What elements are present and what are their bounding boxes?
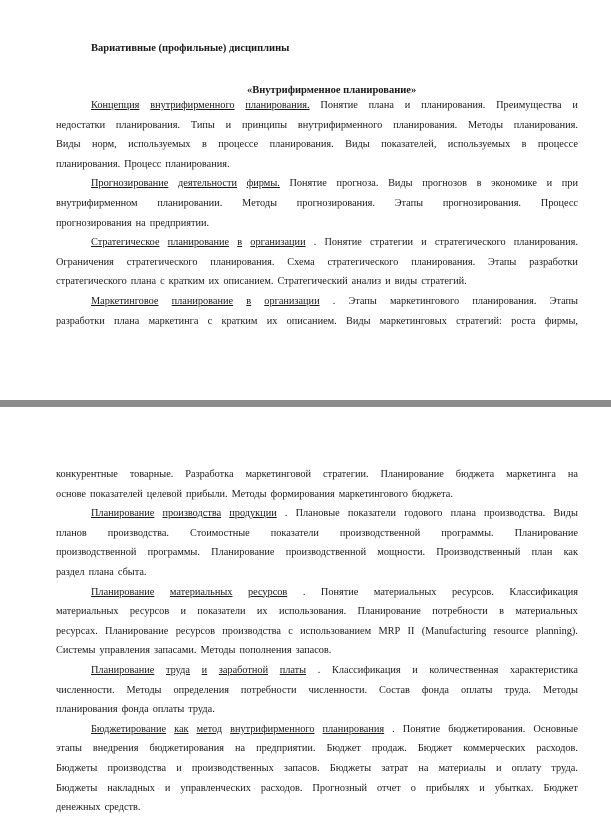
body-word: годового xyxy=(404,508,443,520)
body-word: и xyxy=(421,237,427,249)
body-word: раздел xyxy=(56,566,85,578)
body-word: планирования. xyxy=(472,295,537,307)
body-word: численности. xyxy=(56,684,115,696)
body-word: при xyxy=(561,178,578,190)
body-word: программы. xyxy=(147,547,200,559)
body-word: Бюджет xyxy=(543,782,578,794)
body-word: планирования. xyxy=(411,256,476,268)
body-word: показатели xyxy=(197,606,246,618)
body-word: . xyxy=(302,586,306,598)
body-word: . xyxy=(332,295,336,307)
topic-heading-word: Прогнозирование xyxy=(91,178,169,190)
body-word: Планирование xyxy=(514,527,578,539)
text-line xyxy=(56,543,578,563)
body-word: Плановые xyxy=(295,508,340,520)
body-word: Бюджеты xyxy=(56,762,98,774)
body-word: потребности xyxy=(432,606,488,618)
body-word: плана xyxy=(130,276,157,288)
topic-heading-word: Концепция xyxy=(91,100,140,111)
body-word: Стратегический xyxy=(277,276,348,288)
body-word: бюджета. xyxy=(411,488,453,500)
body-word: маркетинга xyxy=(506,469,556,480)
body-word: II xyxy=(407,625,415,637)
body-word: роста xyxy=(511,315,536,327)
section-heading: Вариативные (профильные) дисциплины xyxy=(91,43,290,54)
body-word: пополнения xyxy=(239,645,292,657)
body-word: основе xyxy=(56,488,87,500)
body-word: Этапы xyxy=(348,295,377,307)
text-line xyxy=(56,96,578,116)
body-word: Методы xyxy=(231,488,267,500)
body-word: планирования. xyxy=(393,119,458,131)
body-word: стратегий: xyxy=(456,315,502,327)
body-word: производственной xyxy=(339,527,421,539)
body-word: и xyxy=(572,100,578,111)
body-word: описанием. xyxy=(223,276,274,288)
body-word: на xyxy=(567,469,578,480)
text-line xyxy=(56,681,578,701)
text-line xyxy=(56,233,578,253)
topic-heading-word: и xyxy=(201,664,208,676)
body-word: в xyxy=(201,139,207,151)
body-word: внутрифирменного xyxy=(297,119,383,131)
body-word: Виды xyxy=(388,178,413,190)
body-word: стратегии. xyxy=(323,469,369,480)
body-word: Бюджет xyxy=(417,743,453,755)
body-word: расходов. xyxy=(260,782,303,794)
body-word: и xyxy=(225,119,232,131)
body-word: этапы xyxy=(56,743,82,755)
body-word: используемых xyxy=(447,139,511,151)
body-word: Методы xyxy=(542,684,578,696)
body-word: их xyxy=(266,315,278,327)
text-line xyxy=(56,214,578,234)
body-word: фирмы, xyxy=(544,315,578,327)
text-line xyxy=(56,116,578,136)
text-line xyxy=(56,739,578,759)
body-word: Процесс xyxy=(540,197,578,209)
text-line xyxy=(56,759,578,779)
body-word: плана xyxy=(88,566,114,578)
topic-heading-word: планирования. xyxy=(245,100,310,111)
body-word: и xyxy=(176,762,182,774)
body-word: денежных xyxy=(56,802,101,814)
text-line xyxy=(56,700,578,720)
body-word: прогноза. xyxy=(336,178,379,190)
body-word: разработки xyxy=(529,256,578,268)
body-word: о xyxy=(410,782,416,794)
body-word: продаж. xyxy=(371,743,407,755)
body-word: материальных xyxy=(56,606,119,618)
body-word: Методы xyxy=(126,684,162,696)
body-word: запасов. xyxy=(295,645,332,657)
body-word: ресурсов xyxy=(129,606,170,618)
body-word: . xyxy=(313,237,317,249)
body-word: предприятии. xyxy=(256,743,316,755)
body-word: маркетингового xyxy=(389,295,460,307)
topic-heading-word: в xyxy=(246,295,252,307)
body-word: плана xyxy=(368,100,394,111)
topic-heading-word: деятельности xyxy=(178,178,237,190)
body-word: виды xyxy=(394,276,418,288)
body-word: запасов. xyxy=(283,762,320,774)
body-word: товарные. xyxy=(129,469,174,480)
topic-heading-word: продукции xyxy=(229,508,277,520)
body-word: Типы xyxy=(190,119,215,131)
body-word: Виды xyxy=(345,139,370,151)
body-word: Понятие xyxy=(402,723,441,735)
topic-heading-word: ресурсов xyxy=(247,586,288,598)
body-word: количественная xyxy=(429,664,499,676)
body-word: производственной xyxy=(285,547,367,559)
body-word: производственных xyxy=(191,762,274,774)
body-word: конкурентные xyxy=(56,469,118,480)
body-word: Этапы xyxy=(549,295,578,307)
body-word: Виды xyxy=(346,315,371,327)
body-word: Прогнозный xyxy=(312,782,368,794)
body-word: планирования. xyxy=(165,158,230,170)
body-word: запасами. xyxy=(154,645,197,657)
body-word: Виды xyxy=(553,508,578,520)
topic-heading-word: Маркетинговое xyxy=(91,295,159,307)
body-word: материальных xyxy=(373,586,437,598)
body-word: внедрения xyxy=(92,743,139,755)
body-word: бюджетирования. xyxy=(448,723,526,735)
text-line xyxy=(56,485,578,505)
topic-heading-word: платы xyxy=(279,664,307,676)
body-word: Методы xyxy=(200,645,236,657)
body-word: планирования. xyxy=(513,119,578,131)
body-word: и xyxy=(412,664,418,676)
topic-heading-word: планирование xyxy=(171,295,234,307)
body-word: принципы xyxy=(241,119,288,131)
body-word: бюджетирования xyxy=(149,743,225,755)
body-word: показатели xyxy=(347,508,397,520)
body-word: отчет xyxy=(377,782,401,794)
body-word: и xyxy=(546,178,553,190)
body-word: производства xyxy=(107,762,167,774)
body-word: Основные xyxy=(533,723,578,735)
topic-heading-word: внутрифирменного xyxy=(150,100,235,111)
body-word: Планирование xyxy=(211,547,275,559)
body-word: Понятие xyxy=(320,586,359,598)
body-word: показатели xyxy=(270,527,319,539)
body-word: Методы xyxy=(242,197,278,209)
text-line xyxy=(56,194,578,214)
body-word: и xyxy=(180,606,187,618)
body-word: коммерческих xyxy=(463,743,526,755)
text-line xyxy=(56,272,578,292)
body-word: стратегического xyxy=(126,256,198,268)
body-word: стратегического xyxy=(434,237,506,249)
text-line xyxy=(56,641,578,661)
body-word: с xyxy=(160,276,165,288)
topic-heading-word: Планирование xyxy=(91,508,155,520)
body-word: их xyxy=(256,606,268,618)
text-line xyxy=(56,174,578,194)
course-title: «Внутрифирменное планирование» xyxy=(247,85,417,96)
body-word: анализ xyxy=(351,276,382,288)
body-word: оплаты xyxy=(460,684,493,696)
text-line xyxy=(56,504,578,524)
body-word: как xyxy=(563,547,578,559)
topic-heading-word: внутрифирменного xyxy=(230,723,315,735)
body-word: planning). xyxy=(535,625,578,637)
body-word: . xyxy=(284,508,288,520)
topic-heading-word: Бюджетирование xyxy=(91,723,167,735)
body-word: Производственный xyxy=(436,547,521,559)
body-word: на xyxy=(235,743,246,755)
text-line xyxy=(56,622,578,642)
body-word: планирования. xyxy=(269,139,334,151)
body-word: Классификация xyxy=(332,664,401,676)
text-line xyxy=(56,135,578,155)
body-word: стратегического xyxy=(327,256,399,268)
body-word: мощности. xyxy=(377,547,426,559)
topic-heading-word: Планирование xyxy=(91,664,155,676)
body-word: плана xyxy=(450,508,476,520)
body-word: планирования. xyxy=(513,237,578,249)
body-word: ресурсов xyxy=(175,625,215,637)
body-word: оплаты xyxy=(152,704,185,716)
body-word: в xyxy=(476,178,482,190)
body-word: сбыта. xyxy=(117,566,147,578)
body-word: накладных xyxy=(107,782,155,794)
text-line xyxy=(56,602,578,622)
body-word: прибылях xyxy=(425,782,470,794)
body-word: Ограничения xyxy=(56,256,114,268)
body-word: материальных xyxy=(515,606,578,618)
body-word: маркетинговых xyxy=(379,315,447,327)
body-word: средств. xyxy=(104,802,141,814)
body-word: затрат xyxy=(381,762,409,774)
body-word: прогнозирования. xyxy=(442,197,522,209)
body-word: Планирование xyxy=(357,606,421,618)
body-word: недостатки xyxy=(56,119,106,131)
body-word: программы. xyxy=(441,527,494,539)
body-word: управления xyxy=(99,645,151,657)
body-word: плана xyxy=(114,315,140,327)
page-1-body-text xyxy=(56,96,578,331)
body-word: планирования xyxy=(56,704,118,716)
body-word: показателей xyxy=(90,488,143,500)
text-line xyxy=(56,779,578,799)
body-word: Состав xyxy=(379,684,410,696)
body-word: труда. xyxy=(551,762,578,774)
body-word: с xyxy=(288,625,293,637)
body-word: их xyxy=(208,276,220,288)
body-word: внутрифирменном xyxy=(56,197,138,209)
text-line xyxy=(56,798,578,818)
body-word: численности. xyxy=(308,684,368,696)
body-word: . xyxy=(317,664,321,676)
page-2-body-text xyxy=(56,465,578,818)
body-word: показателей, xyxy=(381,139,437,151)
body-word: ресурсов. xyxy=(451,586,494,598)
body-word: Системы xyxy=(56,645,96,657)
body-word: фонда xyxy=(421,684,449,696)
text-line xyxy=(56,720,578,740)
body-word: планирования. xyxy=(56,158,121,170)
text-line xyxy=(56,661,578,681)
body-word: оплату xyxy=(511,762,542,774)
topic-heading-word: как xyxy=(174,723,189,735)
body-word: прибыли. xyxy=(186,488,228,500)
body-word: прогнозов xyxy=(422,178,467,190)
body-word: формирования xyxy=(270,488,335,500)
body-word: на xyxy=(418,762,429,774)
topic-heading-word: производства xyxy=(162,508,222,520)
body-word: Методы xyxy=(468,119,503,131)
text-line xyxy=(56,312,578,332)
body-word: управленческих xyxy=(180,782,251,794)
text-line xyxy=(56,583,578,603)
body-word: маркетинговой xyxy=(245,469,312,480)
body-word: использованием xyxy=(300,625,372,637)
body-word: . xyxy=(392,723,395,735)
body-word: план xyxy=(531,547,553,559)
text-line xyxy=(56,524,578,544)
body-word: Виды xyxy=(56,139,81,151)
body-word: планов xyxy=(56,527,87,539)
body-word: убытках. xyxy=(494,782,534,794)
body-word: планирования. xyxy=(115,119,181,131)
topic-heading-word: заработной xyxy=(218,664,269,676)
topic-heading-word: организации xyxy=(250,237,306,249)
body-word: и xyxy=(479,782,485,794)
body-word: характеристика xyxy=(510,664,578,676)
topic-heading-word: метод xyxy=(196,723,223,735)
body-word: Понятие xyxy=(324,237,362,249)
text-line xyxy=(56,465,578,485)
body-word: стратегического xyxy=(56,276,127,288)
body-word: (Manufacturing xyxy=(421,625,487,637)
body-word: потребности xyxy=(240,684,297,696)
body-word: и xyxy=(404,100,411,111)
body-word: в xyxy=(521,139,527,151)
body-word: в xyxy=(499,606,505,618)
body-word: целевой xyxy=(146,488,183,500)
body-word: бюджета xyxy=(455,469,495,480)
topic-heading-word: в xyxy=(237,237,243,249)
body-word: ресурсах. xyxy=(56,625,98,637)
text-line xyxy=(56,292,578,312)
topic-heading-word: планирования xyxy=(322,723,385,735)
body-word: Бюджет xyxy=(326,743,361,755)
body-word: с xyxy=(207,315,213,327)
body-word: resource xyxy=(493,625,529,637)
topic-heading-word: фирмы. xyxy=(246,178,280,190)
body-word: Разработка xyxy=(185,469,234,480)
body-word: экономике xyxy=(491,178,537,190)
body-word: кратким xyxy=(221,315,258,327)
page-separator xyxy=(0,400,611,407)
body-word: планировании. xyxy=(157,197,223,209)
topic-heading-word: организации xyxy=(264,295,320,307)
topic-heading-word: планирование xyxy=(167,237,230,249)
body-word: и xyxy=(385,276,391,288)
topic-heading-word: материальных xyxy=(169,586,233,598)
body-word: Бюджеты xyxy=(56,782,98,794)
body-word: MRP xyxy=(378,625,401,637)
body-word: предприятии. xyxy=(149,217,210,229)
body-word: прогнозирования xyxy=(56,217,132,229)
body-word: на xyxy=(135,217,146,229)
body-word: Этапы xyxy=(488,256,517,268)
body-word: процессе xyxy=(537,139,578,151)
body-word: прогнозирования. xyxy=(296,197,375,209)
topic-heading-word: труда xyxy=(166,664,190,676)
text-line xyxy=(56,253,578,273)
body-word: и xyxy=(495,762,502,774)
body-word: Классификация xyxy=(509,586,578,598)
body-word: Бюджеты xyxy=(329,762,372,774)
body-word: Процесс xyxy=(124,158,162,170)
body-word: норм, xyxy=(91,139,117,151)
body-word: определения xyxy=(173,684,229,696)
document-page-2 xyxy=(0,407,611,833)
text-line xyxy=(56,155,578,175)
body-word: стратегии xyxy=(370,237,414,249)
body-word: труда. xyxy=(504,684,531,696)
body-word: производства xyxy=(222,625,281,637)
body-word: производства. xyxy=(484,508,546,520)
body-word: Планирование xyxy=(380,469,444,480)
body-word: производственной xyxy=(56,547,137,559)
body-word: Преимущества xyxy=(496,100,562,111)
body-word: труда. xyxy=(188,704,215,716)
body-word: планирования. xyxy=(210,256,275,268)
body-word: производства. xyxy=(107,527,169,539)
body-word: стратегий. xyxy=(421,276,467,288)
text-line xyxy=(56,563,578,583)
body-word: маркетингового xyxy=(338,488,408,500)
body-word: маркетинга xyxy=(148,315,199,327)
body-word: кратким xyxy=(168,276,205,288)
topic-heading-word: Стратегическое xyxy=(91,237,160,249)
body-word: Планирование xyxy=(105,625,169,637)
topic-heading-word: Планирование xyxy=(91,586,155,598)
body-word: материалы xyxy=(438,762,486,774)
body-word: Стоимостные xyxy=(189,527,250,539)
body-word: использования. xyxy=(278,606,347,618)
body-word: Понятие xyxy=(320,100,358,111)
body-word: фонда xyxy=(121,704,149,716)
body-word: описанием. xyxy=(286,315,337,327)
body-word: и xyxy=(164,782,171,794)
body-word: процессе xyxy=(218,139,259,151)
body-word: используемых xyxy=(128,139,191,151)
body-word: расходов. xyxy=(536,743,578,755)
body-word: разработки xyxy=(56,315,105,327)
body-word: Схема xyxy=(287,256,315,268)
body-word: планирования. xyxy=(421,100,486,111)
body-word: Этапы xyxy=(394,197,424,209)
document-page-1 xyxy=(0,0,611,400)
body-word: Понятие xyxy=(289,178,327,190)
